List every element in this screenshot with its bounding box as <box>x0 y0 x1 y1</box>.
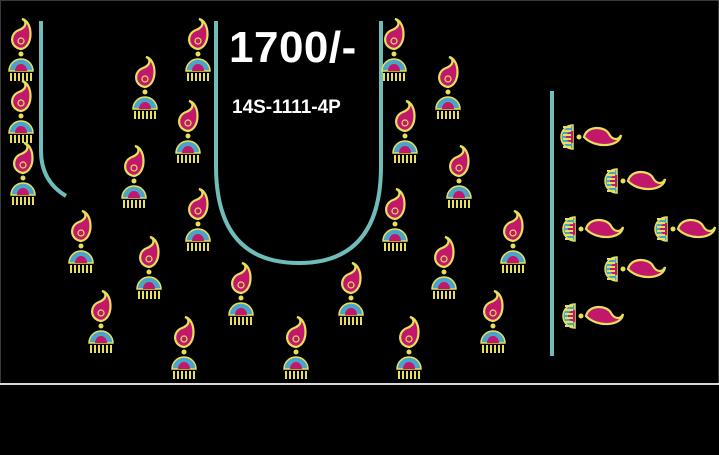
jhumka-motif <box>69 211 93 273</box>
jhumka-motif <box>186 19 210 81</box>
price-label: 1700/- <box>229 23 357 72</box>
bottom-strip <box>0 385 719 455</box>
jhumka-motif <box>393 101 417 163</box>
jhumka-motif <box>436 57 460 119</box>
jhumka-motif-horizontal <box>655 217 715 241</box>
jhumka-motif <box>481 291 505 353</box>
jhumka-motif <box>229 263 253 325</box>
jhumka-motif <box>284 317 308 379</box>
jhumka-motif <box>137 237 161 299</box>
jhumka-motif <box>432 237 456 299</box>
jhumka-motif <box>382 19 406 81</box>
jhumka-motif <box>172 317 196 379</box>
jhumka-motif <box>9 81 33 143</box>
jhumka-motif-horizontal <box>563 217 623 241</box>
jhumka-motif <box>186 189 210 251</box>
jhumka-motif <box>501 211 525 273</box>
jhumka-motif <box>447 146 471 208</box>
jhumka-motif <box>397 317 421 379</box>
jhumka-motif <box>89 291 113 353</box>
jhumka-motif <box>176 101 200 163</box>
jhumka-motif <box>383 189 407 251</box>
jhumka-motif-horizontal <box>605 169 665 193</box>
design-code-label: 14S-1111-4P <box>232 97 341 118</box>
jhumka-motif <box>122 146 146 208</box>
jhumka-motif <box>339 263 363 325</box>
jhumka-motif <box>133 57 157 119</box>
jhumka-motif <box>11 143 35 205</box>
embroidery-artwork <box>1 1 719 386</box>
jhumka-motif-horizontal <box>563 304 623 328</box>
jhumka-motif-horizontal <box>605 257 665 281</box>
jhumka-motif-horizontal <box>561 125 621 149</box>
jhumka-motif <box>9 19 33 81</box>
left-sleeve-outline <box>41 21 66 196</box>
